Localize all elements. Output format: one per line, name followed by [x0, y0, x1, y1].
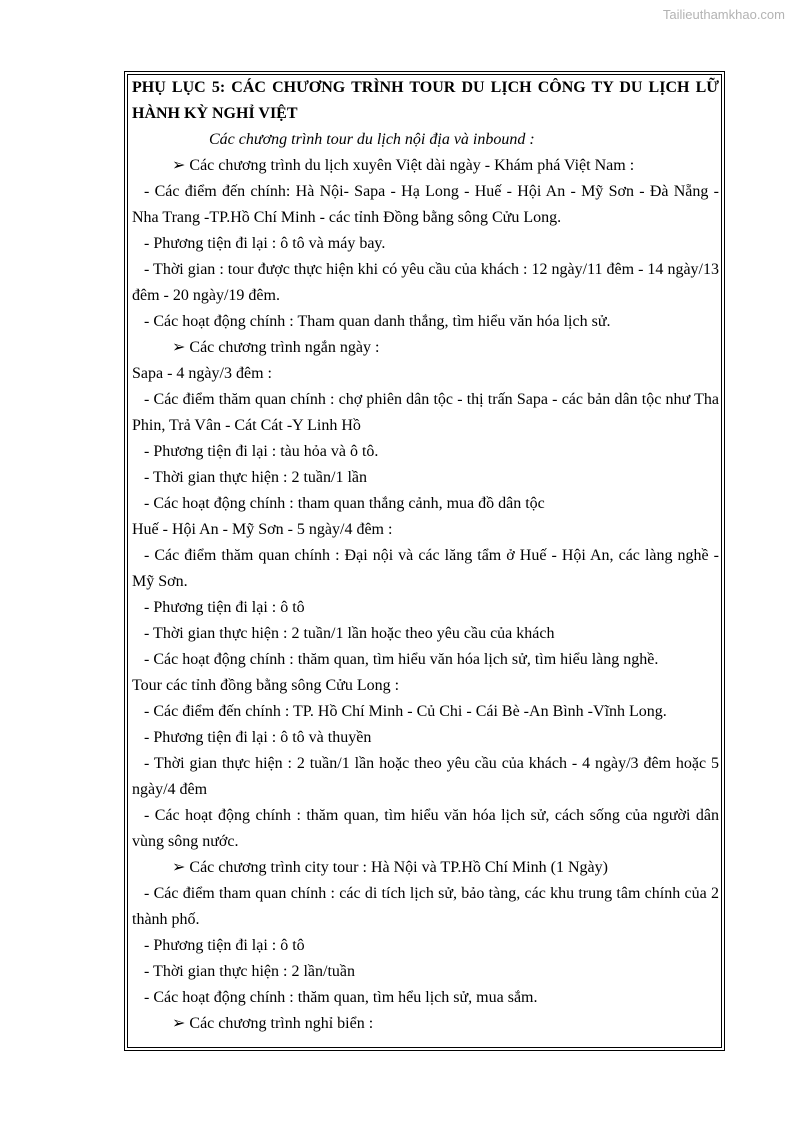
document-title: PHỤ LỤC 5: CÁC CHƯƠNG TRÌNH TOUR DU LỊCH CÔNG TY DU LỊCH LỮ HÀNH KỲ NGHỈ VIỆT	[132, 79, 719, 122]
tour-heading-mekong: Tour các tỉnh đồng bằng sông Cửu Long :	[132, 677, 400, 694]
list-item: - Thời gian thực hiện : 2 tuần/1 lần	[144, 469, 368, 486]
document-subtitle: Các chương trình tour du lịch nội địa và inbound :	[209, 131, 535, 148]
list-item: - Các hoạt động chính : Tham quan danh thắng, tìm hiểu văn hóa lịch sử.	[144, 313, 611, 330]
list-item: - Các điểm tham quan chính : các di tích lịch sử, bảo tàng, các khu trung tâm chính của 2 thành phố.	[132, 885, 719, 928]
list-item: - Các hoạt động chính : thăm quan, tìm hiểu văn hóa lịch sử, cách sống của người dân vùng sông nước.	[132, 807, 719, 850]
list-item: - Các hoạt động chính : thăm quan, tìm hểu lịch sử, mua sắm.	[144, 989, 538, 1006]
section-heading-beach: ➢ Các chương trình nghỉ biển :	[172, 1015, 374, 1032]
list-item: - Các điểm đến chính : TP. Hồ Chí Minh - Củ Chi - Cái Bè -An Bình -Vĩnh Long.	[144, 703, 667, 720]
list-item: - Các hoạt động chính : thăm quan, tìm hiểu văn hóa lịch sử, tìm hiểu làng nghề.	[144, 651, 659, 668]
list-item: - Thời gian thực hiện : 2 tuần/1 lần hoặc theo yêu cầu của khách	[144, 625, 555, 642]
tour-heading-hue: Huế - Hội An - Mỹ Sơn - 5 ngày/4 đêm :	[132, 521, 393, 538]
list-item: - Các điểm đến chính: Hà Nội- Sapa - Hạ Long - Huế - Hội An - Mỹ Sơn - Đà Nẵng - Nha Trang -TP.Hồ Chí Minh - các tỉnh Đồng bằng sông Cửu Long.	[132, 183, 719, 226]
section-heading-cross-vietnam: ➢ Các chương trình du lịch xuyên Việt dài ngày - Khám phá Việt Nam :	[172, 157, 635, 174]
list-item: - Phương tiện đi lại : ô tô	[144, 599, 305, 616]
list-item: - Phương tiện đi lại : ô tô và thuyền	[144, 729, 372, 746]
list-item: - Phương tiện đi lại : ô tô và máy bay.	[144, 235, 386, 252]
list-item: - Thời gian : tour được thực hiện khi có yêu cầu của khách : 12 ngày/11 đêm - 14 ngày/13 đêm - 20 ngày/19 đêm.	[132, 261, 719, 304]
list-item: - Các điểm thăm quan chính : Đại nội và các lăng tẩm ở Huế - Hội An, các làng nghề - Mỹ Sơn.	[132, 547, 719, 590]
list-item: - Thời gian thực hiện : 2 tuần/1 lần hoặc theo yêu cầu của khách - 4 ngày/3 đêm hoặc 5 ngày/4 đêm	[132, 755, 719, 798]
watermark: Tailieuthamkhao.com	[662, 7, 785, 22]
document-body	[132, 74, 719, 1037]
list-item: - Các điểm thăm quan chính : chợ phiên dân tộc - thị trấn Sapa - các bản dân tộc như Tha Phin, Trả Vân - Cát Cát -Y Linh Hồ	[132, 391, 719, 434]
list-item: - Phương tiện đi lại : tàu hỏa và ô tô.	[144, 443, 379, 460]
section-heading-short-tours: ➢ Các chương trình ngắn ngày :	[172, 339, 380, 356]
section-heading-city-tour: ➢ Các chương trình city tour : Hà Nội và TP.Hồ Chí Minh (1 Ngày)	[172, 859, 608, 876]
list-item: - Các hoạt động chính : tham quan thắng cảnh, mua đồ dân tộc	[144, 495, 545, 512]
list-item: - Phương tiện đi lại : ô tô	[144, 937, 305, 954]
list-item: - Thời gian thực hiện : 2 lần/tuần	[144, 963, 356, 980]
tour-heading-sapa: Sapa - 4 ngày/3 đêm :	[132, 365, 272, 382]
